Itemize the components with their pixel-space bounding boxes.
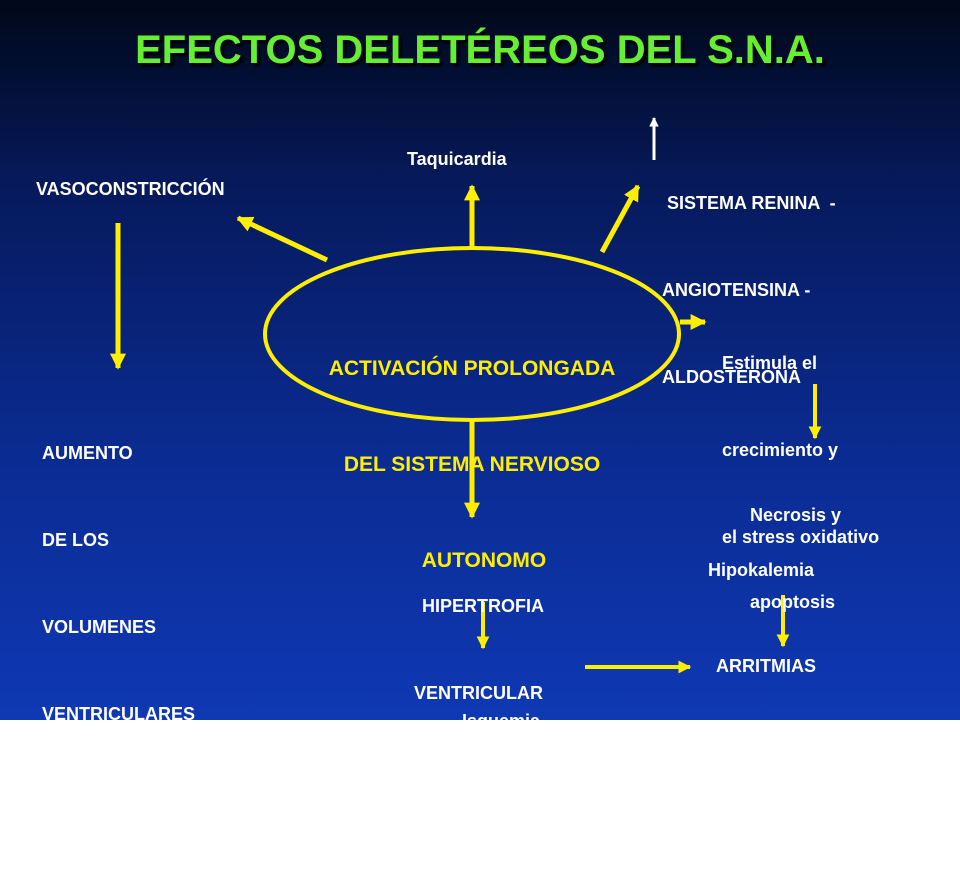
- hipertrofia-line-1: HIPERTROFIA: [422, 596, 545, 616]
- page-title: EFECTOS DELETÉREOS DEL S.N.A.: [135, 28, 825, 72]
- isquemia-line-2: miocárdica: [453, 798, 549, 818]
- node-taquicardia: Taquicardia: [407, 149, 507, 169]
- node-isquemia: [438, 649, 564, 881]
- node-vasoconstriccion: VASOCONSTRICCIÓN: [36, 179, 225, 199]
- center-line-1: ACTIVACIÓN PROLONGADA: [328, 357, 616, 380]
- necrosis-line-2: apoptosis: [750, 592, 836, 612]
- arrow-to-renina: [602, 186, 638, 252]
- aumento-line-3: VOLUMENES: [42, 617, 157, 637]
- aumento-line-1: AUMENTO: [42, 443, 133, 463]
- renina-line-1: SISTEMA RENINA -: [662, 193, 836, 213]
- aumento-line-2: DE LOS: [42, 530, 110, 550]
- aumento-line-4: VENTRICULARES: [42, 704, 196, 724]
- hipertrofia-line-2: VENTRICULAR: [414, 683, 543, 703]
- estimula-line-3: el stress oxidativo: [722, 527, 880, 547]
- estimula-line-1: Estimula el: [722, 353, 818, 373]
- aumento-line-5: Y DE LA T.A.: [42, 791, 150, 811]
- isquemia-line-1: Isquemia: [461, 711, 541, 731]
- node-arritmias: ARRITMIAS: [716, 656, 816, 676]
- center-line-3: AUTONOMO: [421, 549, 547, 572]
- estimula-line-2: crecimiento y: [722, 440, 839, 460]
- node-aumento: [42, 381, 195, 874]
- center-line-2: DEL SISTEMA NERVIOSO: [343, 453, 601, 476]
- node-hipokalemia: Hipokalemia: [708, 560, 815, 580]
- arrow-to-vasoconstriccion: [238, 218, 327, 260]
- renina-line-2: ANGIOTENSINA -: [662, 280, 811, 300]
- necrosis-line-1: Necrosis y: [750, 505, 842, 525]
- renina-line-3: ALDOSTERONA: [662, 367, 801, 387]
